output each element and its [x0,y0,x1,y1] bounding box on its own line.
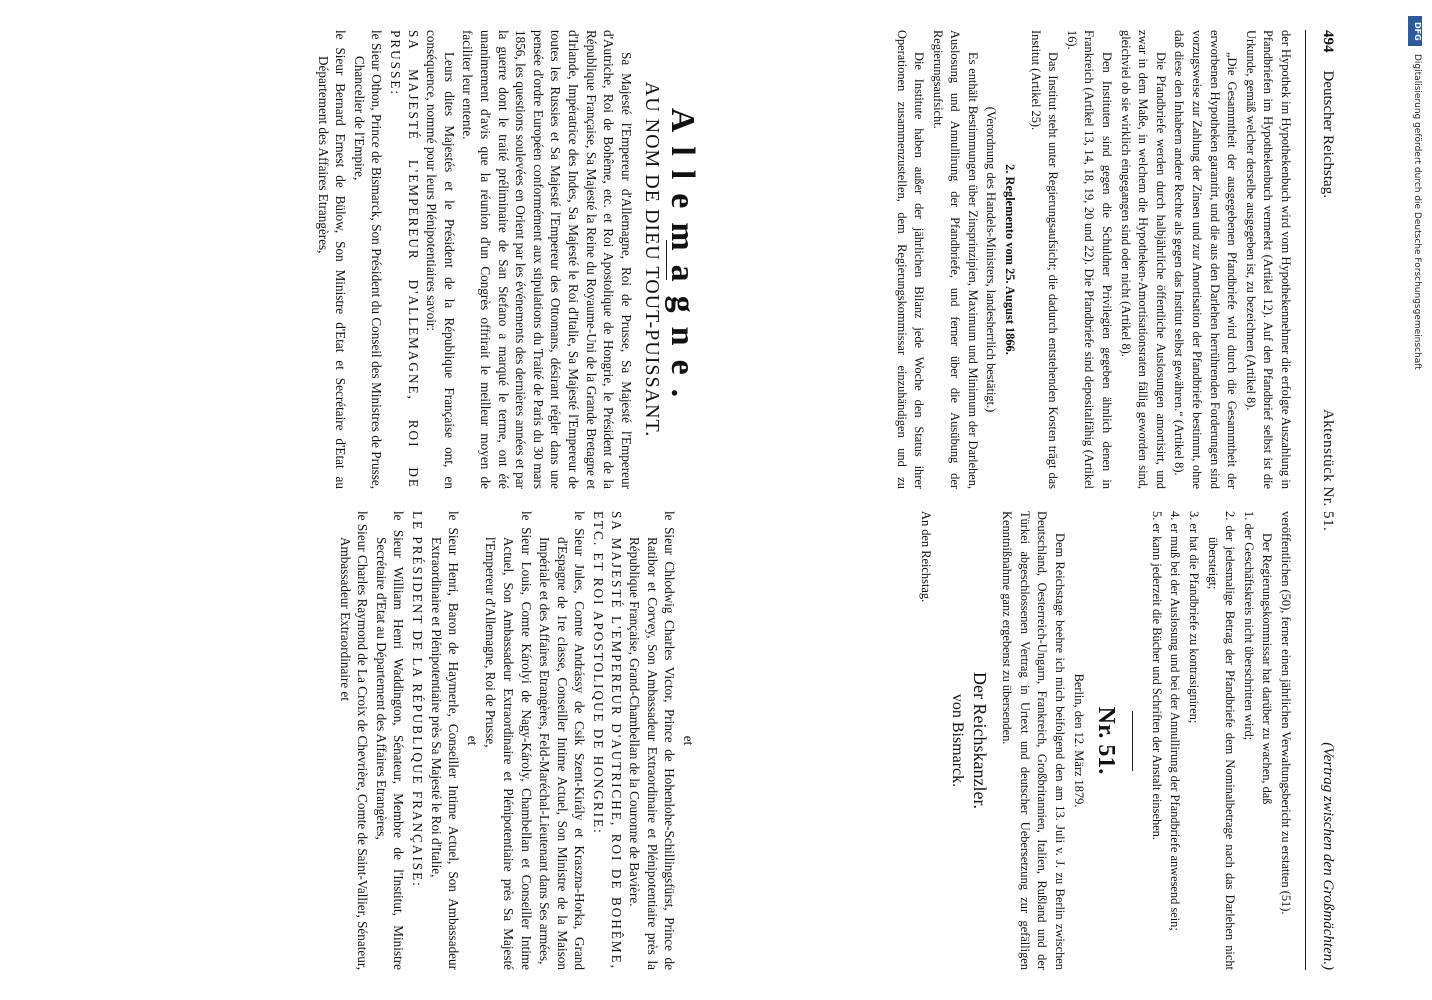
dateline: Berlin, den 12. März 1879. [1071,673,1086,808]
list-item: 4. er muß bei der Auslosung und bei der Annullirung der Pfandbriefe anwesend sein; [1168,511,1183,931]
divider [1132,711,1133,771]
plenipotentiary-entry: le Sieur William Henri Waddington, Sénateur, Membre de l'Institut, Ministre Secrétaire d'Etat au Département des Affaires Etrangères, [373,511,407,970]
invocation: AU NOM DE DIEU TOUT-PUISSANT. [641,81,664,438]
list-item: 1. der Geschäftskreis nicht überschritten wird; [1241,511,1256,741]
section-subheading: (Verordnung des Handels-Ministers, landesherrlich bestätigt.) [984,106,999,413]
list-item: 2. der jedesmalige Betrag der Pfandbriefe dem Nominalbetrage nach das Darlehen nicht übersteigt; [1205,511,1238,970]
german-text-column [734,30,1294,970]
addressee: An den Reichstag. [919,511,934,603]
plenipotentiary-entry: le Sieur Charles Raymond de La Croix de Chevrière, Comte de Saint-Vallier, Sénateur, Ambassadeur Extraordinaire et [337,511,371,970]
plenipotentiary-entry: le Sieur Jules, Comte Andrássy de Csik Szent-Király et Kraszna-Horka, Grand d'Espagne de 1re classe, Conseiller Intime Actuel, Son Ministre de la Maison Impériale et des Affaires Etrangères, Feld-Maréchal-Lieutenant dans Ses armées, [537,511,588,970]
paragraph: der Hypothek im Hypothekenbuch wird vom Hypothekennehmer die erfolgte Auszahlung in Pfandbriefen im Hypothekenbuch vermerkt (Artikel 12). Auf den Pfandbrief selbst ist die Urkunde, gemäß welcher derselbe ausgegeben ist, zu bezeichnen (Artikel 8). [1243,30,1293,489]
paragraph: Die Institute haben außer der jährlichen Bilanz jede Woche den Status ihrer Operationen zusammenzustellen, dem Regierungskommissar einzuhändigen und zu veröffentlichen (50), ferner einen jährlichen Verwaltungsbericht zu erstatten (51). [894,30,1293,915]
treaty-title: Allemagne. [664,107,701,412]
plenipotentiary-heading: SA MAJESTÉ L'EMPEREUR D'ALLEMAGNE, ROI DE PRUSSE: [388,30,421,489]
paragraph: Dem Reichstage beehre ich mich beifolgend den am 13. Juli v. J. zu Berlin zwischen Deutschland, Oesterreich-Ungarn, Frankreich, Großbritannien, Italien, Rußland und der Türkei abgeschlossenen Vertrag in Urtext und deutscher Uebersetzung zur gefälligen Kenntnißnahme ganz ergebenst zu übersenden. [1000,511,1068,970]
paragraph: Es enthält Bestimmungen über Zinsprinzipien, Maximum und Minimum der Darlehen, Auslosung und Annullirung der Pfandbriefe, und ferner über die Ausübung der Regierungsaufsicht. [930,30,980,489]
paragraph: Das Institut steht unter Regierungsaufsicht; die dadurch entstehenden Kosten trägt das Institut (Artikel 25). [1028,30,1061,489]
plenipotentiary-entry: le Sieur Bernard Ernest de Bülow, Son Ministre d'Etat et Secrétaire d'Etat au Département des Affaires Etrangères, [315,30,349,489]
paragraph: Leurs dites Majestés et le Président de la République Française ont, en conséquence, nommé pour leurs Plénipotentiaires savoir: [424,30,457,489]
plenipotentiary-entry: le Sieur Louis, Comte Károlyi de Nagy-Károly, Chambellan et Conseiller Intime Actuel, Son Ambassadeur Extraordinaire et Plénipotentiaire près Sa Majesté l'Empereur d'Allemagne, Roi de Prusse, [483,511,534,970]
paragraph: Der Regierungskommissar hat darüber zu wachen, daß [1260,533,1275,805]
conjunction: et [681,735,696,746]
document-number: Nr. 51. [1093,706,1120,775]
plenipotentiary-entry: le Sieur Chlodwig Charles Victor, Prince de Hohenlohe-Schillingsfürst, Prince de Ratibor et Corvey, Son Ambassadeur Extraordinaire et Plénipotentiaire près la République Française, Grand-Chambellan de la Couronne de Bavière. [627,511,678,970]
page-header [1305,30,1336,970]
signature-title: Der Reichskanzler. [969,672,990,809]
header-right-title: (Vertrag zwischen den Großmächten.) [1320,742,1336,970]
conjunction: et [464,735,480,746]
plenipotentiary-heading: SA MAJESTÉ L'EMPEREUR D'AUTRICHE, ROI DE BOHÊME, ETC. ET ROI APOSTOLIQUE DE HONGRIE: [591,511,624,970]
digitization-credit: Digitalisierung gefördert durch die Deutsche Forschungsgemeinschaft [1412,54,1422,370]
dfg-logo: DFG [1408,16,1422,46]
french-text-column [37,30,701,970]
digitization-note [1404,10,1426,990]
paragraph: „Die Gesammtheit der ausgegebenen Pfandbriefe wird durch die Gesammtheit der erworbenen Hypotheken garantirt, und die aus den Darlehen herrührenden Forderungen sind vorzugsweise zur Zahlung der Zinsen und zur Amortisation der Pfandbriefe bestimmt, ohne daß diese den Inhabern andere Rechte als gegen das Institut selbst gewähren.“ (Artikel 8). [1172,30,1240,489]
section-heading: 2. Reglemento vom 25. August 1866. [1003,164,1018,355]
page-number: 494 [1320,30,1336,53]
plenipotentiary-entry: le Sieur Othon, Prince de Bismarck, Son Président du Conseil des Ministres de Prusse, Chancelier de l'Empire, [351,30,385,489]
list-item: 3. er hat die Pfandbriefe zu kontrasigniren; [1187,511,1202,724]
header-center-title: Aktenstück Nr. 51. [1320,408,1336,532]
paragraph: Die Pfandbriefe werden durch halbjährliche öffentliche Auslosungen amortisirt, und zwar in dem Maße, in welchem die Hypotheken-Amortisationsraten fällig geworden sind, gleichviel ob sie wirklich eingegangen sind oder nicht (Artikel 8). [1118,30,1168,489]
signature-name: von Bismarck. [949,693,967,788]
header-left-title: Deutscher Reichstag. [1320,70,1336,198]
paragraph: Den Instituten sind gegen die Schuldner Privilegien gegeben ähnlich denen in Frankreich (Artikel 13, 14, 18, 19, 20 und 22). Die Pfandbriefe sind depositalfähig (Artikel 16). [1064,30,1115,489]
plenipotentiary-heading: LE PRÉSIDENT DE LA RÉPUBLIQUE FRANÇAISE: [410,511,426,888]
list-item: 5. er kann jederzeit die Bücher und Schriften der Anstalt einsehen. [1149,511,1164,840]
plenipotentiary-entry: le Sieur Henri, Baron de Haymerle, Conseiller Intime Actuel, Son Ambassadeur Extraordinaire et Plénipotentiaire près Sa Majesté le Roi d'Italie, [428,511,462,970]
paragraph: Sa Majesté l'Empereur d'Allemagne, Roi de Prusse, Sa Majesté l'Empereur d'Autriche, Roi de Bohême, etc. et Roi Apostolique de Hongrie, le Président de la République Française, Sa Majesté la Reine du Royaume-Uni de la Grande Bretagne et d'Irlande, Impératrice des Indes, Sa Majesté le Roi d'Italie, Sa Majesté l'Empereur de toutes les Russies et Sa Majesté l'Empereur des Ottomans, désirant régler dans une pensée d'ordre Européen conformément aux stipulations du Traité de Paris du 30 mars 1856, les questions soulevées en Orient par les événements des dernières années et par la guerre dont le traité préliminaire de San Stefano a marqué le terme, ont été unanimement d'avis que la réunion d'un Congrès offrirait le meilleur moyen de faciliter leur entente. [460,30,634,489]
